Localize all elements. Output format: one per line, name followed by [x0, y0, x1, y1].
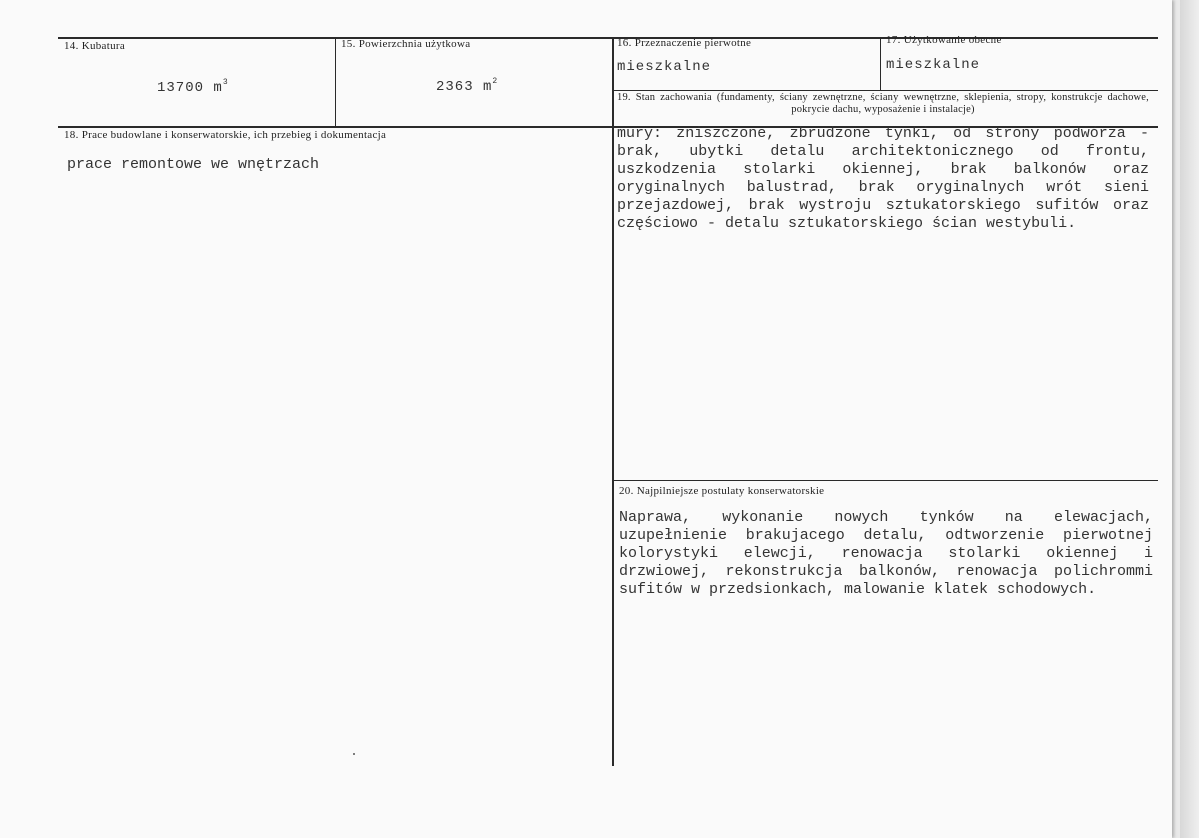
prace-value: prace remontowe we wnętrzach [67, 156, 320, 173]
kubatura-label: 14. Kubatura [64, 40, 126, 52]
stan-zachowania-label: 19. Stan zachowania (fundamenty, ściany zewnętrzne, ściany wewnętrzne, sklepienia, stropy, konstrukcje dachowe, pokrycie dachu, wyposażenie i instalacje) [617, 92, 1149, 115]
postulaty-value: Naprawa, wykonanie nowych tynków na elewacjach, uzupełnienie brakujacego detalu, odtworzenie pierwotnej kolorystyki elewcji, renowacja stolarki okiennej i drzwiowej, rekonstrukcja balkonów, renowacja polichrommi sufitów w przedsionkach, malowanie klatek schodowych. [619, 509, 1153, 598]
powierzchnia-value [436, 77, 497, 95]
stan-zachowania-value: mury: zniszczone, zbrudzone tynki, od strony podwórza - brak, ubytki detalu architektonicznego od frontu, uszkodzenia stolarki okiennej, brak balkonów oraz oryginalnych balustrad, brak oryginalnych wrót sieni przejazdowej, brak wystroju sztukatorskiego sufitów oraz częściowo - detalu sztukatorskiego ścian westybuli. [617, 125, 1149, 232]
kubatura-value [157, 78, 228, 96]
scan-edge [1180, 0, 1199, 838]
rule-above-19 [613, 90, 1158, 91]
main-vertical-divider [612, 37, 614, 766]
divider-14-15 [335, 37, 336, 127]
uzytkowanie-value: mieszkalne [886, 57, 981, 73]
divider-16-17 [880, 37, 881, 91]
kubatura-number: 13700 m [157, 80, 223, 96]
powierzchnia-label: 15. Powierzchnia użytkowa [341, 38, 471, 50]
uzytkowanie-label: 17. Użytkowanie obecne [886, 34, 1002, 46]
postulaty-label: 20. Najpilniejsze postulaty konserwatorskie [619, 485, 825, 497]
scan-speck [353, 753, 355, 755]
przeznaczenie-label: 16. Przeznaczenie pierwotne [617, 37, 752, 49]
powierzchnia-exponent: 2 [492, 77, 498, 86]
przeznaczenie-value: mieszkalne [617, 59, 712, 75]
prace-label: 18. Prace budowlane i konserwatorskie, ich przebieg i dokumentacja [64, 129, 387, 141]
kubatura-exponent: 3 [222, 78, 228, 87]
rule-above-20 [613, 480, 1158, 481]
powierzchnia-number: 2363 m [436, 79, 493, 95]
